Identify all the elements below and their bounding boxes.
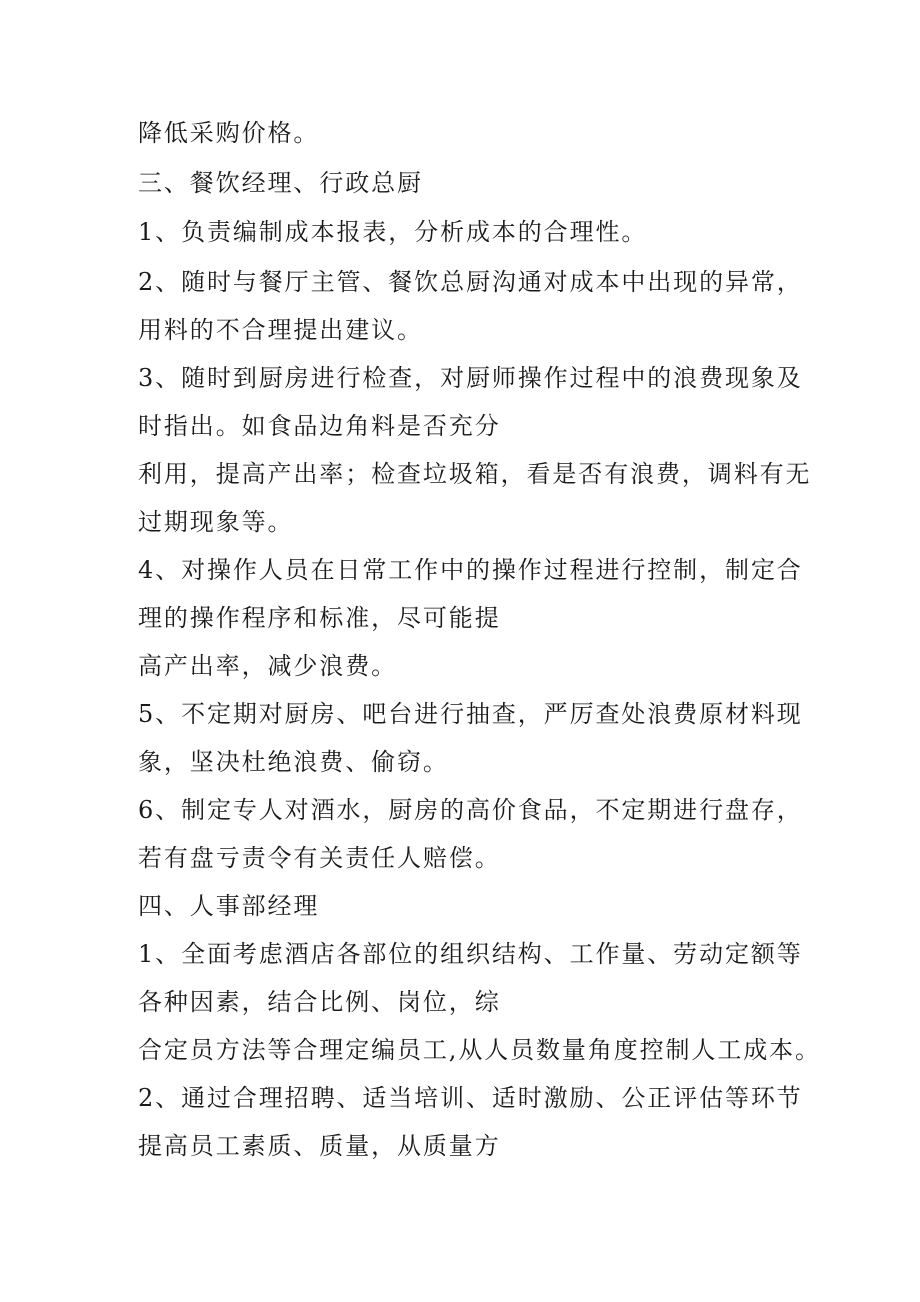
text-line: 若有盘亏责令有关责任人赔偿。: [138, 844, 501, 872]
text-line: 各种因素，结合比例、岗位，综: [138, 988, 501, 1016]
text-line: 时指出。如食品边角料是否充分: [138, 412, 501, 440]
text-line: 1、全面考虑酒店各部位的组织结构、工作量、劳动定额等: [138, 940, 803, 968]
text-line: 4、对操作人员在日常工作中的操作过程进行控制，制定合: [138, 556, 803, 584]
text-line: 利用，提高产出率；检查垃圾箱，看是否有浪费，调料有无: [138, 460, 812, 488]
text-line: 6、制定专人对酒水，厨房的高价食品，不定期进行盘存，: [138, 796, 803, 824]
text-line: 2、通过合理招聘、适当培训、适时激励、公正评估等环节: [138, 1084, 803, 1112]
text-line: 2、随时与餐厅主管、餐饮总厨沟通对成本中出现的异常，: [138, 268, 803, 296]
text-line: 高产出率，减少浪费。: [138, 652, 397, 680]
text-line: 用料的不合理提出建议。: [138, 316, 423, 344]
text-line: 合定员方法等合理定编员工,从人员数量角度控制人工成本。: [138, 1036, 821, 1064]
text-line: 提高员工素质、质量，从质量方: [138, 1132, 501, 1160]
text-line: 过期现象等。: [138, 508, 294, 536]
text-line: 理的操作程序和标准，尽可能提: [138, 604, 501, 632]
section-heading: 四、人事部经理: [138, 892, 320, 920]
text-line: 1、负责编制成本报表，分析成本的合理性。: [138, 218, 648, 246]
section-heading: 三、餐饮经理、行政总厨: [138, 169, 423, 197]
text-line: 3、随时到厨房进行检查，对厨师操作过程中的浪费现象及: [138, 364, 803, 392]
text-line: 象，坚决杜绝浪费、偷窃。: [138, 748, 449, 776]
text-line: 5、不定期对厨房、吧台进行抽查，严厉查处浪费原材料现: [138, 700, 803, 728]
text-line: 降低采购价格。: [138, 119, 320, 147]
